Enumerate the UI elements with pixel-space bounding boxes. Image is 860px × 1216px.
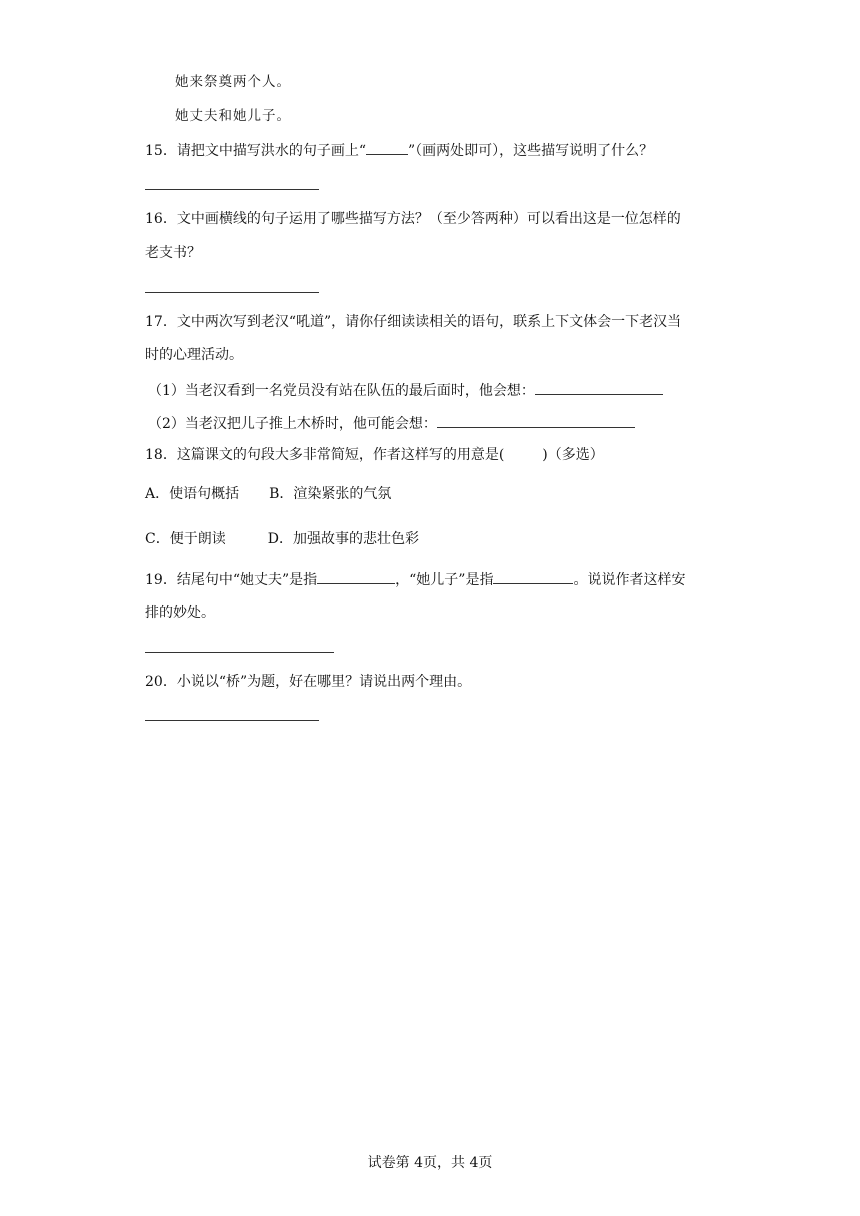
q18-option-a: A．使语句概括 [145,486,240,502]
q19-text-c: 。说说作者这样安 [573,572,686,588]
q19-answer-line[interactable] [145,652,334,653]
q15-text-a: 15．请把文中描写洪水的句子画上“ [145,143,366,159]
q19-blank-1[interactable] [317,569,395,584]
q18-options-row-1 [145,484,391,504]
q18-option-b: B．渲染紧张的气氛 [269,486,392,502]
q17-sub-2-text: （2）当老汉把儿子推上木桥时，他可能会想： [148,416,437,432]
question-16-line-2: 老支书？ [145,245,201,261]
question-15 [145,140,653,161]
question-19-line-2: 排的妙处。 [145,605,215,621]
q17-sub-2 [148,413,635,434]
q15-text-b: ”（画两处即可），这些描写说明了什么？ [407,143,654,159]
page-footer: 试卷第 4页，共 4页 [367,1155,493,1171]
q19-text-b: ，“她儿子”是指 [395,572,494,588]
question-18 [145,445,604,465]
q15-answer-line[interactable] [145,189,319,190]
q17-sub-1 [148,380,663,401]
q18-option-c: C．便于朗读 [145,531,226,547]
quote-line-2: 她丈夫和她儿子。 [175,108,291,124]
question-16-line-1: 16．文中画横线的句子运用了哪些描写方法？（至少答两种）可以看出这是一位怎样的 [145,211,681,227]
question-17-line-1: 17．文中两次写到老汉“吼道”，请你仔细读读相关的语句，联系上下文体会一下老汉当 [145,314,682,330]
q18-options-row-2 [145,529,419,549]
q17-sub-1-text: （1）当老汉看到一名党员没有站在队伍的最后面时，他会想： [148,383,535,399]
question-17-line-2: 时的心理活动。 [145,347,243,363]
q17-sub-1-blank[interactable] [535,380,663,395]
q19-blank-2[interactable] [493,569,573,584]
question-19-line-1 [145,569,685,590]
q20-answer-line[interactable] [145,720,319,721]
q18-stem-b: )（多选） [542,447,604,463]
quote-line-1: 她来祭奠两个人。 [175,74,291,90]
question-20: 20．小说以“桥”为题，好在哪里？请说出两个理由。 [145,674,472,690]
q17-sub-2-blank[interactable] [437,413,635,428]
q18-stem-a: 18．这篇课文的句段大多非常简短，作者这样写的用意是( [145,447,505,463]
q15-inline-blank[interactable] [366,140,408,155]
q18-option-d: D．加强故事的悲壮色彩 [267,531,419,547]
q16-answer-line[interactable] [145,292,319,293]
q19-text-a: 19．结尾句中“她丈夫”是指 [145,572,318,588]
